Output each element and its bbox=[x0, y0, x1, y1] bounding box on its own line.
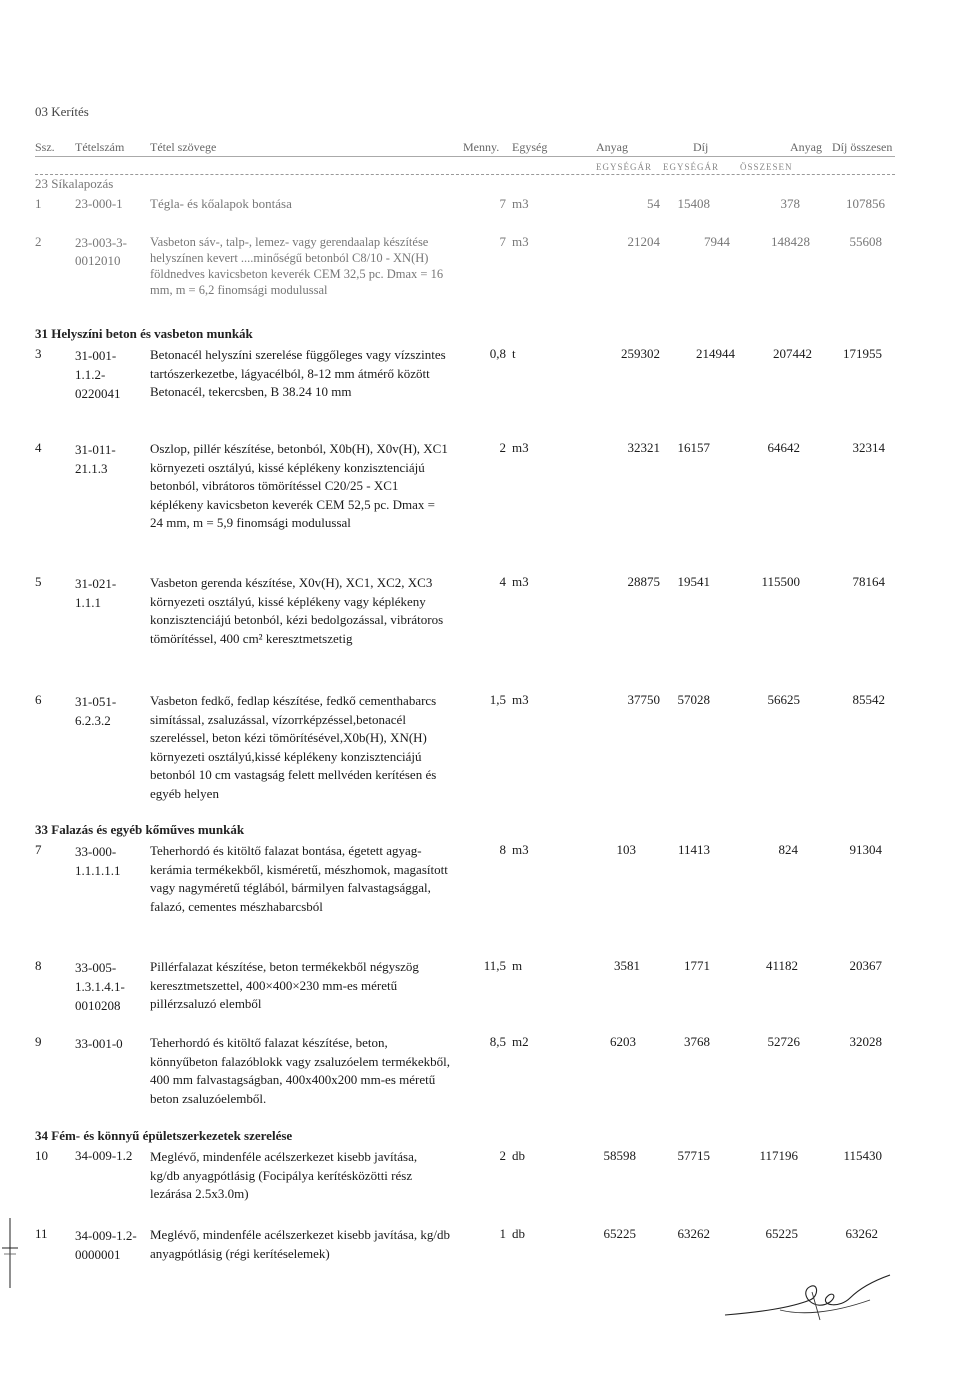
row-dij: 1771 bbox=[684, 958, 710, 973]
row-anyag-ossz: 117196 bbox=[759, 1148, 798, 1163]
header-egyseg: Egység bbox=[512, 140, 548, 154]
header-anyag-osszesen: Anyag bbox=[790, 140, 822, 154]
row-ssz: 11 bbox=[35, 1226, 48, 1241]
row-text: Oszlop, pillér készítése, betonból, X0b(H), X0v(H), XC1 környezeti osztályú, kissé képlékeny konzisztenciájú betonból, vibrátoros tömörítéssel C20/25 - XC1 képlékeny kavicsbeton keverék CEM 52,5 pc. Dmax = 24 mm, m = 5,9 finomsági modulussal bbox=[150, 441, 448, 530]
row-anyag-ossz: 115500 bbox=[761, 574, 800, 589]
row-unit: m2 bbox=[512, 1034, 529, 1049]
row-anyag-ossz: 64642 bbox=[767, 440, 800, 455]
row-qty: 1 bbox=[499, 1226, 506, 1241]
row-dij-ossz: 91304 bbox=[849, 842, 882, 857]
header-anyag: Anyag bbox=[596, 140, 628, 154]
row-ssz: 10 bbox=[35, 1148, 48, 1163]
row-anyag-ossz: 56625 bbox=[767, 692, 800, 707]
header-sub-dij: EGYSÉGÁR bbox=[663, 162, 720, 172]
section-heading: 34 Fém- és könnyű épületszerkezetek szerelése bbox=[35, 1128, 293, 1143]
row-dij-ossz: 115430 bbox=[843, 1148, 882, 1163]
signature bbox=[720, 1270, 900, 1330]
header-ssz: Ssz. bbox=[35, 140, 55, 154]
row-dij: 3768 bbox=[684, 1034, 710, 1049]
row-anyag: 28875 bbox=[627, 574, 660, 589]
row-anyag: 32321 bbox=[627, 440, 660, 455]
header-dij-osszesen: Díj összesen bbox=[832, 140, 893, 154]
row-dij-ossz: 32314 bbox=[852, 440, 885, 455]
row-dij-ossz: 55608 bbox=[849, 234, 882, 249]
row-unit: m3 bbox=[512, 574, 529, 589]
row-code: 33-005- 1.3.1.4.1- 0010208 bbox=[75, 960, 125, 1013]
section-heading: 33 Falazás és egyéb kőműves munkák bbox=[35, 822, 245, 837]
row-qty: 2 bbox=[499, 1148, 506, 1163]
row-ssz: 8 bbox=[35, 958, 42, 973]
row-code: 23-000-1 bbox=[75, 196, 123, 211]
row-ssz: 5 bbox=[35, 574, 42, 589]
row-anyag: 54 bbox=[647, 196, 660, 211]
row-code: 31-021- 1.1.1 bbox=[75, 576, 117, 610]
row-dij-ossz: 78164 bbox=[852, 574, 885, 589]
row-unit: db bbox=[512, 1148, 525, 1163]
margin-cross-mark bbox=[0, 1218, 20, 1288]
row-ssz: 9 bbox=[35, 1034, 42, 1049]
row-qty: 7 bbox=[499, 196, 506, 211]
row-anyag-ossz: 824 bbox=[778, 842, 798, 857]
header-divider bbox=[35, 156, 895, 157]
header-sub-ossz: ÖSSZESEN bbox=[740, 162, 793, 172]
row-code: 34-009-1.2 bbox=[75, 1148, 133, 1163]
row-anyag: 37750 bbox=[627, 692, 660, 707]
header-tetelszam: Tételszám bbox=[75, 140, 125, 154]
row-anyag: 3581 bbox=[614, 958, 640, 973]
header-tetelszoveg: Tétel szövege bbox=[150, 140, 217, 154]
row-text: Vasbeton gerenda készítése, X0v(H), XC1, XC2, XC3 környezeti osztályú, kissé képlékeny vagy képlékeny konzisztenciájú betonból, kézi bedolgozással, vibrátoros tömörítéssel, 400 cm² keresztmetszetig bbox=[150, 575, 444, 646]
row-anyag: 6203 bbox=[610, 1034, 636, 1049]
row-code: 23-003-3- 0012010 bbox=[75, 235, 127, 268]
row-text: Teherhordó és kitöltő falazat készítése, beton, könnyűbeton falazóblokk vagy zsaluzóelem termékekből, 400 mm falvastagságban, 400x400x200 mm-es méretű beton zsaluzóelemből. bbox=[150, 1035, 450, 1106]
row-qty: 2 bbox=[499, 440, 506, 455]
row-anyag-ossz: 41182 bbox=[765, 958, 798, 973]
row-dij: 15408 bbox=[677, 196, 710, 211]
row-unit: m3 bbox=[512, 440, 529, 455]
row-unit: m3 bbox=[512, 842, 529, 857]
row-dij: 11413 bbox=[677, 842, 710, 857]
row-anyag: 259302 bbox=[621, 346, 660, 361]
row-text: Vasbeton fedkő, fedlap készítése, fedkő cementhabarcs simítással, zsaluzással, vízorrképzéssel,betonacél szereléssel, beton kézi tömörítésével,X0b(H), XN(H) környezeti osztályú,kissé képlékeny konzisztenciájú betonból 10 cm vastagság felett mellvéden kerítésen és egyéb helyen bbox=[150, 693, 437, 801]
row-dij: 63262 bbox=[677, 1226, 710, 1241]
row-ssz: 4 bbox=[35, 440, 42, 455]
row-anyag-ossz: 148428 bbox=[771, 234, 810, 249]
row-dij: 214944 bbox=[696, 346, 735, 361]
row-code: 31-051- 6.2.3.2 bbox=[75, 694, 117, 728]
row-dij-ossz: 85542 bbox=[852, 692, 885, 707]
row-text: Tégla- és kőalapok bontása bbox=[150, 196, 292, 211]
row-ssz: 2 bbox=[35, 234, 42, 249]
row-anyag: 58598 bbox=[603, 1148, 636, 1163]
row-text: Pillérfalazat készítése, beton termékekből négyszög keresztmetszettel, 400×400×230 mm-es méretű pillérzsaluzó elemből bbox=[150, 959, 419, 1011]
row-dij-ossz: 107856 bbox=[846, 196, 885, 211]
row-dij-ossz: 20367 bbox=[849, 958, 882, 973]
section-heading: 23 Síkalapozás bbox=[35, 176, 114, 191]
row-anyag-ossz: 207442 bbox=[773, 346, 812, 361]
row-unit: m bbox=[512, 958, 523, 973]
row-text: Teherhordó és kitöltő falazat bontása, égetett agyag-kerámia termékekből, kisméretű, mészhomok, magasított vagy nagyméretű téglából, bármilyen falvastagsággal, falazó, cementes mészhabarcsból bbox=[150, 843, 448, 914]
row-unit: m3 bbox=[512, 196, 529, 211]
row-anyag: 65225 bbox=[603, 1226, 636, 1241]
row-unit: m3 bbox=[512, 692, 529, 707]
row-ssz: 3 bbox=[35, 346, 42, 361]
row-dij: 57028 bbox=[677, 692, 710, 707]
row-anyag-ossz: 52726 bbox=[767, 1034, 800, 1049]
row-ssz: 7 bbox=[35, 842, 42, 857]
header-menny: Menny. bbox=[463, 140, 500, 154]
row-anyag-ossz: 65225 bbox=[765, 1226, 798, 1241]
row-qty: 1,5 bbox=[489, 692, 506, 707]
row-text: Vasbeton sáv-, talp-, lemez- vagy gerendaalap készítése helyszínen kevert ....minőségű betonból C8/10 - XN(H) földnedves kavicsbeton keverék CEM 32,5 pc. Dmax = 16 mm, m = 6,2 finomsági modulussal bbox=[150, 235, 444, 297]
row-dij-ossz: 171955 bbox=[843, 346, 882, 361]
row-code: 33-000- 1.1.1.1.1 bbox=[75, 844, 121, 878]
row-qty: 11,5 bbox=[483, 958, 506, 973]
row-code: 33-001-0 bbox=[75, 1036, 123, 1051]
row-dij: 57715 bbox=[677, 1148, 710, 1163]
row-dij: 7944 bbox=[704, 234, 730, 249]
row-qty: 8 bbox=[499, 842, 506, 857]
row-code: 31-001- 1.1.2- 0220041 bbox=[75, 348, 121, 401]
header-sub-anyag: EGYSÉGÁR bbox=[596, 162, 653, 172]
row-qty: 8,5 bbox=[489, 1034, 506, 1049]
row-text: Meglévő, mindenféle acélszerkezet kisebb javítása, kg/db anyagpótlásig (régi kerítéselemek) bbox=[150, 1227, 450, 1261]
section-heading: 31 Helyszíni beton és vasbeton munkák bbox=[35, 326, 253, 341]
row-dij-ossz: 32028 bbox=[849, 1034, 882, 1049]
row-dij-ossz: 63262 bbox=[845, 1226, 878, 1241]
row-text: Meglévő, mindenféle acélszerkezet kisebb javítása, kg/db anyagpótlásig (Focipálya kerítésközötti rész lezárása 2.5x3.0m) bbox=[150, 1149, 418, 1201]
row-ssz: 1 bbox=[35, 196, 42, 211]
subheader-divider bbox=[35, 174, 895, 175]
row-qty: 4 bbox=[499, 574, 506, 589]
row-anyag: 21204 bbox=[627, 234, 660, 249]
row-unit: db bbox=[512, 1226, 525, 1241]
row-anyag-ossz: 378 bbox=[780, 196, 800, 211]
header-dij: Díj bbox=[693, 140, 709, 154]
row-text: Betonacél helyszíni szerelése függőleges vagy vízszintes tartószerkezetbe, lágyacélból, 8-12 mm átmérő között Betonacél, tekercsben, B 38.24 10 mm bbox=[150, 347, 446, 399]
row-unit: m3 bbox=[512, 234, 529, 249]
row-code: 31-011- 21.1.3 bbox=[75, 442, 116, 476]
row-dij: 16157 bbox=[677, 440, 710, 455]
row-qty: 7 bbox=[499, 234, 506, 249]
row-unit: t bbox=[512, 346, 516, 361]
page-title: 03 Kerítés bbox=[35, 104, 89, 119]
row-qty: 0,8 bbox=[489, 346, 506, 361]
row-code: 34-009-1.2- 0000001 bbox=[75, 1228, 137, 1262]
row-dij: 19541 bbox=[677, 574, 710, 589]
row-ssz: 6 bbox=[35, 692, 42, 707]
row-anyag: 103 bbox=[616, 842, 636, 857]
